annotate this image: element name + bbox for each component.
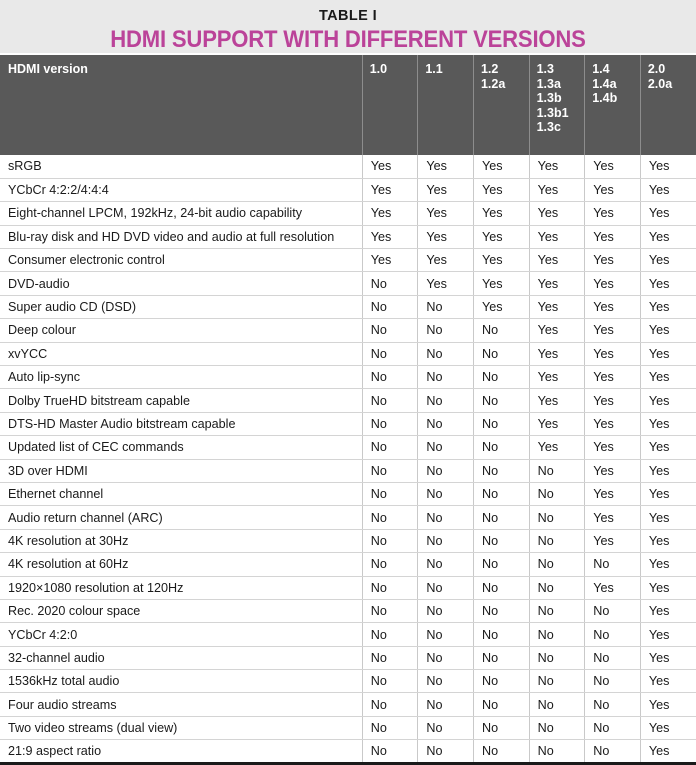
support-cell: Yes bbox=[585, 482, 641, 505]
feature-cell: Updated list of CEC commands bbox=[0, 436, 362, 459]
support-cell: Yes bbox=[640, 716, 696, 739]
feature-cell: DVD-audio bbox=[0, 272, 362, 295]
support-cell: No bbox=[418, 553, 474, 576]
version-label-v10-0: 1.0 bbox=[369, 62, 388, 76]
table-number: TABLE I bbox=[318, 8, 378, 24]
column-header-v10 bbox=[362, 55, 418, 155]
table-row bbox=[0, 436, 696, 459]
support-cell: No bbox=[418, 529, 474, 552]
support-cell: Yes bbox=[585, 576, 641, 599]
support-cell: Yes bbox=[529, 178, 585, 201]
feature-cell: Eight-channel LPCM, 192kHz, 24-bit audio capability bbox=[0, 202, 362, 225]
support-cell: Yes bbox=[585, 178, 641, 201]
support-cell: Yes bbox=[585, 436, 641, 459]
version-label-v13-2: 1.3b bbox=[536, 91, 562, 105]
support-cell: No bbox=[473, 599, 529, 622]
support-cell: Yes bbox=[640, 249, 696, 272]
support-cell: Yes bbox=[640, 202, 696, 225]
table-row bbox=[0, 202, 696, 225]
support-cell: No bbox=[585, 646, 641, 669]
version-label-v12-0: 1.2 bbox=[480, 62, 499, 76]
feature-cell: Two video streams (dual view) bbox=[0, 716, 362, 739]
version-label-v13-1: 1.3a bbox=[536, 76, 561, 91]
hdmi-support-table bbox=[0, 55, 696, 765]
support-cell: No bbox=[418, 436, 474, 459]
support-cell: Yes bbox=[585, 342, 641, 365]
feature-cell: Audio return channel (ARC) bbox=[0, 506, 362, 529]
feature-cell: 3D over HDMI bbox=[0, 459, 362, 482]
support-cell: Yes bbox=[529, 389, 585, 412]
version-label-v14-0: 1.4 bbox=[592, 62, 610, 76]
feature-cell: 1536kHz total audio bbox=[0, 670, 362, 693]
table-row bbox=[0, 740, 696, 763]
support-cell: Yes bbox=[585, 366, 641, 389]
support-cell: No bbox=[529, 693, 585, 716]
support-cell: Yes bbox=[418, 225, 474, 248]
support-cell: No bbox=[362, 482, 418, 505]
table-row bbox=[0, 295, 696, 318]
support-cell: Yes bbox=[473, 249, 529, 272]
table-row bbox=[0, 716, 696, 739]
support-cell: No bbox=[362, 459, 418, 482]
support-cell: Yes bbox=[585, 295, 641, 318]
support-cell: No bbox=[362, 342, 418, 365]
support-cell: Yes bbox=[585, 319, 641, 342]
table-row bbox=[0, 506, 696, 529]
column-header-v13 bbox=[529, 55, 585, 155]
support-cell: No bbox=[362, 576, 418, 599]
header-row bbox=[0, 55, 696, 155]
table-row bbox=[0, 272, 696, 295]
support-cell: No bbox=[418, 716, 474, 739]
feature-cell: YCbCr 4:2:0 bbox=[0, 623, 362, 646]
support-cell: No bbox=[362, 740, 418, 763]
support-cell: No bbox=[585, 740, 641, 763]
support-cell: Yes bbox=[640, 412, 696, 435]
support-cell: No bbox=[418, 599, 474, 622]
support-cell: No bbox=[473, 319, 529, 342]
support-cell: No bbox=[585, 716, 641, 739]
version-label-v11-0: 1.1 bbox=[425, 62, 443, 76]
table-row bbox=[0, 576, 696, 599]
support-cell: Yes bbox=[640, 155, 696, 178]
support-cell: No bbox=[418, 670, 474, 693]
support-cell: Yes bbox=[640, 740, 696, 763]
support-cell: No bbox=[473, 716, 529, 739]
support-cell: Yes bbox=[585, 529, 641, 552]
support-cell: No bbox=[529, 459, 585, 482]
support-cell: No bbox=[362, 553, 418, 576]
column-header-v20 bbox=[640, 55, 696, 155]
support-cell: No bbox=[529, 599, 585, 622]
table-body bbox=[0, 155, 696, 763]
support-cell: Yes bbox=[585, 506, 641, 529]
support-cell: Yes bbox=[640, 506, 696, 529]
feature-cell: Consumer electronic control bbox=[0, 249, 362, 272]
support-cell: Yes bbox=[585, 202, 641, 225]
support-cell: Yes bbox=[418, 272, 474, 295]
version-label-v12-1: 1.2a bbox=[480, 76, 506, 91]
support-cell: No bbox=[473, 389, 529, 412]
support-cell: Yes bbox=[529, 249, 585, 272]
table-row bbox=[0, 155, 696, 178]
support-cell: Yes bbox=[640, 623, 696, 646]
support-cell: Yes bbox=[473, 155, 529, 178]
version-label-v13-3: 1.3b1 bbox=[536, 105, 569, 120]
support-cell: Yes bbox=[418, 155, 474, 178]
support-cell: Yes bbox=[640, 576, 696, 599]
support-cell: Yes bbox=[585, 459, 641, 482]
support-cell: No bbox=[473, 436, 529, 459]
support-cell: No bbox=[529, 553, 585, 576]
support-cell: Yes bbox=[640, 366, 696, 389]
table-row bbox=[0, 249, 696, 272]
support-cell: No bbox=[585, 623, 641, 646]
support-cell: Yes bbox=[640, 178, 696, 201]
support-cell: Yes bbox=[640, 553, 696, 576]
support-cell: Yes bbox=[362, 225, 418, 248]
support-cell: Yes bbox=[418, 178, 474, 201]
feature-cell: 1920×1080 resolution at 120Hz bbox=[0, 576, 362, 599]
support-cell: No bbox=[362, 716, 418, 739]
support-cell: No bbox=[418, 576, 474, 599]
support-cell: No bbox=[473, 670, 529, 693]
version-label-v13-4: 1.3c bbox=[536, 120, 561, 134]
support-cell: Yes bbox=[473, 225, 529, 248]
table-row bbox=[0, 389, 696, 412]
support-cell: No bbox=[473, 646, 529, 669]
table-row bbox=[0, 529, 696, 552]
support-cell: Yes bbox=[640, 389, 696, 412]
column-header-feature: HDMI version bbox=[0, 55, 362, 155]
support-cell: Yes bbox=[473, 202, 529, 225]
support-cell: Yes bbox=[640, 670, 696, 693]
support-cell: No bbox=[362, 295, 418, 318]
version-label-v14-1: 1.4a bbox=[592, 76, 617, 91]
support-cell: Yes bbox=[640, 482, 696, 505]
support-cell: No bbox=[362, 670, 418, 693]
feature-cell: 21:9 aspect ratio bbox=[0, 740, 362, 763]
support-cell: No bbox=[473, 412, 529, 435]
support-cell: Yes bbox=[585, 389, 641, 412]
table-row bbox=[0, 623, 696, 646]
support-cell: Yes bbox=[640, 225, 696, 248]
support-cell: No bbox=[473, 482, 529, 505]
support-cell: Yes bbox=[529, 412, 585, 435]
support-cell: No bbox=[529, 576, 585, 599]
support-cell: Yes bbox=[640, 436, 696, 459]
support-cell: No bbox=[362, 319, 418, 342]
column-header-v11 bbox=[418, 55, 474, 155]
support-cell: Yes bbox=[640, 272, 696, 295]
support-cell: No bbox=[418, 693, 474, 716]
table-row bbox=[0, 459, 696, 482]
table-row bbox=[0, 178, 696, 201]
support-cell: Yes bbox=[585, 249, 641, 272]
support-cell: No bbox=[418, 295, 474, 318]
support-cell: No bbox=[418, 506, 474, 529]
support-cell: No bbox=[473, 459, 529, 482]
support-cell: Yes bbox=[529, 342, 585, 365]
support-cell: No bbox=[362, 506, 418, 529]
support-cell: No bbox=[418, 319, 474, 342]
support-cell: Yes bbox=[473, 272, 529, 295]
support-cell: Yes bbox=[418, 202, 474, 225]
support-cell: No bbox=[418, 646, 474, 669]
support-cell: Yes bbox=[529, 295, 585, 318]
support-cell: No bbox=[529, 740, 585, 763]
version-label-v13-0: 1.3 bbox=[536, 62, 554, 76]
support-cell: Yes bbox=[640, 599, 696, 622]
support-cell: No bbox=[418, 366, 474, 389]
support-cell: No bbox=[362, 599, 418, 622]
support-cell: No bbox=[418, 459, 474, 482]
support-cell: No bbox=[418, 623, 474, 646]
feature-cell: Blu-ray disk and HD DVD video and audio at full resolution bbox=[0, 225, 362, 248]
support-cell: No bbox=[529, 623, 585, 646]
table-row bbox=[0, 366, 696, 389]
version-label-v20-1: 2.0a bbox=[647, 76, 673, 91]
support-cell: No bbox=[473, 553, 529, 576]
feature-cell: xvYCC bbox=[0, 342, 362, 365]
support-cell: Yes bbox=[473, 295, 529, 318]
support-cell: No bbox=[362, 529, 418, 552]
support-cell: Yes bbox=[529, 366, 585, 389]
support-cell: No bbox=[362, 436, 418, 459]
feature-cell: Super audio CD (DSD) bbox=[0, 295, 362, 318]
feature-cell: Deep colour bbox=[0, 319, 362, 342]
support-cell: No bbox=[529, 670, 585, 693]
support-cell: No bbox=[473, 576, 529, 599]
feature-cell: DTS-HD Master Audio bitstream capable bbox=[0, 412, 362, 435]
support-cell: Yes bbox=[585, 155, 641, 178]
support-cell: No bbox=[418, 389, 474, 412]
support-cell: Yes bbox=[640, 319, 696, 342]
support-cell: No bbox=[418, 740, 474, 763]
support-cell: Yes bbox=[362, 202, 418, 225]
support-cell: Yes bbox=[640, 459, 696, 482]
support-cell: No bbox=[362, 272, 418, 295]
support-cell: No bbox=[362, 412, 418, 435]
feature-cell: Auto lip-sync bbox=[0, 366, 362, 389]
support-cell: No bbox=[362, 646, 418, 669]
support-cell: No bbox=[473, 693, 529, 716]
support-cell: Yes bbox=[640, 693, 696, 716]
support-cell: Yes bbox=[640, 342, 696, 365]
table-head bbox=[0, 55, 696, 155]
support-cell: No bbox=[362, 389, 418, 412]
support-cell: Yes bbox=[585, 225, 641, 248]
support-cell: Yes bbox=[640, 646, 696, 669]
support-cell: No bbox=[362, 366, 418, 389]
table-row bbox=[0, 412, 696, 435]
table-row bbox=[0, 670, 696, 693]
support-cell: Yes bbox=[529, 319, 585, 342]
support-cell: No bbox=[418, 342, 474, 365]
table-row bbox=[0, 342, 696, 365]
table-row bbox=[0, 646, 696, 669]
support-cell: Yes bbox=[529, 272, 585, 295]
feature-cell: YCbCr 4:2:2/4:4:4 bbox=[0, 178, 362, 201]
page-title: HDMI SUPPORT WITH DIFFERENT VERSIONS bbox=[110, 26, 586, 53]
support-cell: No bbox=[529, 506, 585, 529]
version-label-v20-0: 2.0 bbox=[647, 62, 666, 76]
feature-cell: 4K resolution at 30Hz bbox=[0, 529, 362, 552]
support-cell: No bbox=[585, 693, 641, 716]
support-cell: Yes bbox=[529, 225, 585, 248]
support-cell: Yes bbox=[640, 295, 696, 318]
support-cell: Yes bbox=[529, 155, 585, 178]
support-cell: Yes bbox=[585, 412, 641, 435]
table-row bbox=[0, 225, 696, 248]
support-cell: Yes bbox=[362, 249, 418, 272]
support-cell: No bbox=[473, 342, 529, 365]
feature-cell: Four audio streams bbox=[0, 693, 362, 716]
feature-cell: 32-channel audio bbox=[0, 646, 362, 669]
feature-cell: Ethernet channel bbox=[0, 482, 362, 505]
support-cell: Yes bbox=[529, 436, 585, 459]
support-cell: Yes bbox=[362, 178, 418, 201]
support-cell: Yes bbox=[362, 155, 418, 178]
feature-cell: sRGB bbox=[0, 155, 362, 178]
support-cell: Yes bbox=[418, 249, 474, 272]
support-cell: No bbox=[585, 553, 641, 576]
feature-cell: Dolby TrueHD bitstream capable bbox=[0, 389, 362, 412]
support-cell: No bbox=[585, 670, 641, 693]
support-cell: No bbox=[473, 740, 529, 763]
support-cell: No bbox=[473, 506, 529, 529]
support-cell: Yes bbox=[585, 272, 641, 295]
table-row bbox=[0, 599, 696, 622]
feature-cell: 4K resolution at 60Hz bbox=[0, 553, 362, 576]
support-cell: Yes bbox=[529, 202, 585, 225]
support-cell: No bbox=[362, 693, 418, 716]
table-caption-block bbox=[0, 0, 696, 55]
table-row bbox=[0, 319, 696, 342]
support-cell: Yes bbox=[640, 529, 696, 552]
support-cell: No bbox=[529, 716, 585, 739]
version-label-v14-2: 1.4b bbox=[592, 91, 618, 105]
support-cell: Yes bbox=[473, 178, 529, 201]
support-cell: No bbox=[418, 482, 474, 505]
column-header-v14 bbox=[585, 55, 641, 155]
table-row bbox=[0, 693, 696, 716]
table-row bbox=[0, 553, 696, 576]
support-cell: No bbox=[362, 623, 418, 646]
support-cell: No bbox=[585, 599, 641, 622]
feature-cell: Rec. 2020 colour space bbox=[0, 599, 362, 622]
column-header-v12 bbox=[473, 55, 529, 155]
table-row bbox=[0, 482, 696, 505]
support-cell: No bbox=[529, 482, 585, 505]
support-cell: No bbox=[529, 646, 585, 669]
support-cell: No bbox=[529, 529, 585, 552]
support-cell: No bbox=[473, 623, 529, 646]
support-cell: No bbox=[473, 366, 529, 389]
support-cell: No bbox=[418, 412, 474, 435]
support-cell: No bbox=[473, 529, 529, 552]
